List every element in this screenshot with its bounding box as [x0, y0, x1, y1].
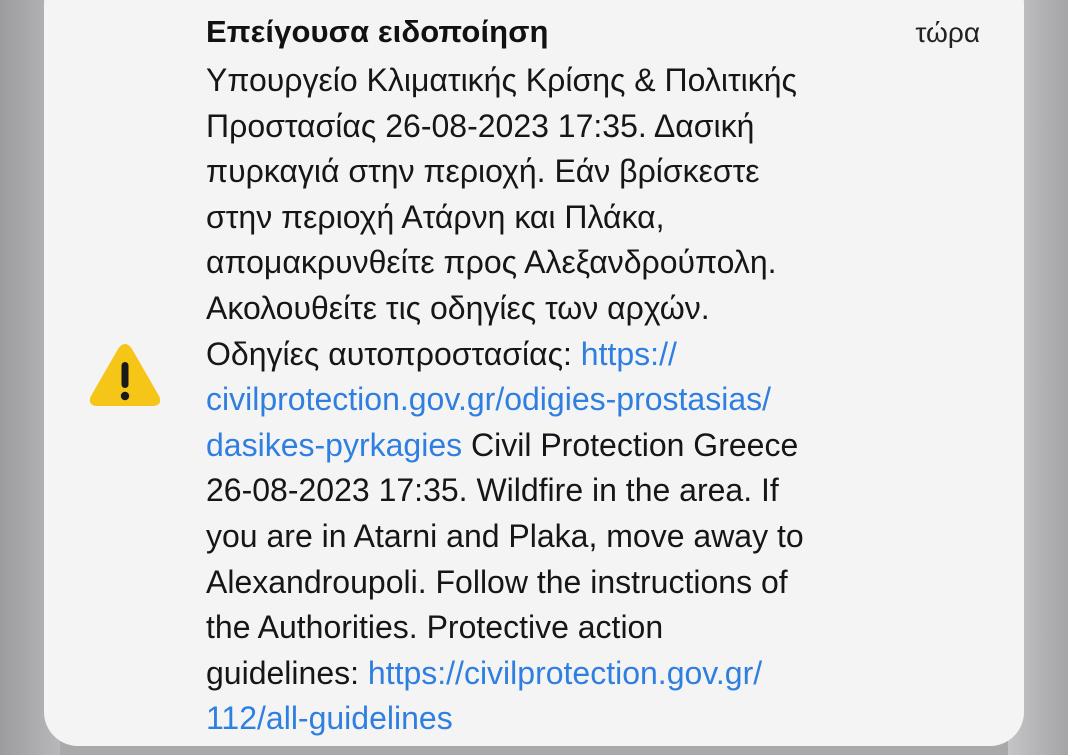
body-link[interactable]: dasikes-pyrkagies	[206, 426, 463, 463]
body-text: Civil Protection Greece	[462, 426, 799, 463]
body-line	[206, 332, 1006, 378]
body-line	[206, 286, 1006, 332]
notification-body	[206, 58, 1006, 742]
body-line	[206, 104, 1006, 150]
body-line	[206, 605, 1006, 651]
body-line	[206, 58, 1006, 104]
body-link[interactable]: https://civilprotection.gov.gr/	[367, 654, 763, 691]
body-line	[206, 468, 1006, 514]
body-text: Alexandroupoli. Follow the instructions of	[206, 563, 788, 600]
body-text: 26-08-2023 17:35. Wildfire in the area. If	[206, 472, 779, 509]
body-link[interactable]: civilprotection.gov.gr/odigies-prostasias/	[206, 381, 771, 418]
body-line	[206, 195, 1006, 241]
body-text: πυρκαγιά στην περιοχή. Εάν βρίσκεστε	[206, 153, 760, 190]
body-text: Προστασίας 26-08-2023 17:35. Δασική	[206, 107, 755, 144]
body-text: the Authorities. Protective action	[206, 609, 664, 646]
body-line	[206, 377, 1006, 423]
warning-icon	[86, 338, 164, 410]
body-text: απομακρυνθείτε προς Αλεξανδρούπολη.	[206, 244, 777, 281]
body-line	[206, 423, 1006, 469]
body-line	[206, 696, 1006, 742]
body-text: guidelines:	[206, 654, 368, 691]
body-line	[206, 560, 1006, 606]
body-line	[206, 651, 1006, 697]
body-text: Υπουργείο Κλιματικής Κρίσης & Πολιτικής	[206, 62, 797, 98]
body-text: στην περιοχή Ατάρνη και Πλάκα,	[206, 198, 665, 235]
body-text: Οδηγίες αυτοπροστασίας:	[206, 335, 581, 372]
body-link[interactable]: https://	[580, 335, 677, 372]
body-link[interactable]: 112/all-guidelines	[206, 700, 453, 737]
body-line	[206, 149, 1006, 195]
notification-title: Επείγουσα ειδοποίηση	[206, 14, 549, 49]
notification-time: τώρα	[915, 17, 980, 48]
body-line	[206, 240, 1006, 286]
body-text: Ακολουθείτε τις οδηγίες των αρχών.	[206, 289, 710, 326]
body-text: you are in Atarni and Plaka, move away to	[206, 517, 804, 554]
body-line	[206, 514, 1006, 560]
